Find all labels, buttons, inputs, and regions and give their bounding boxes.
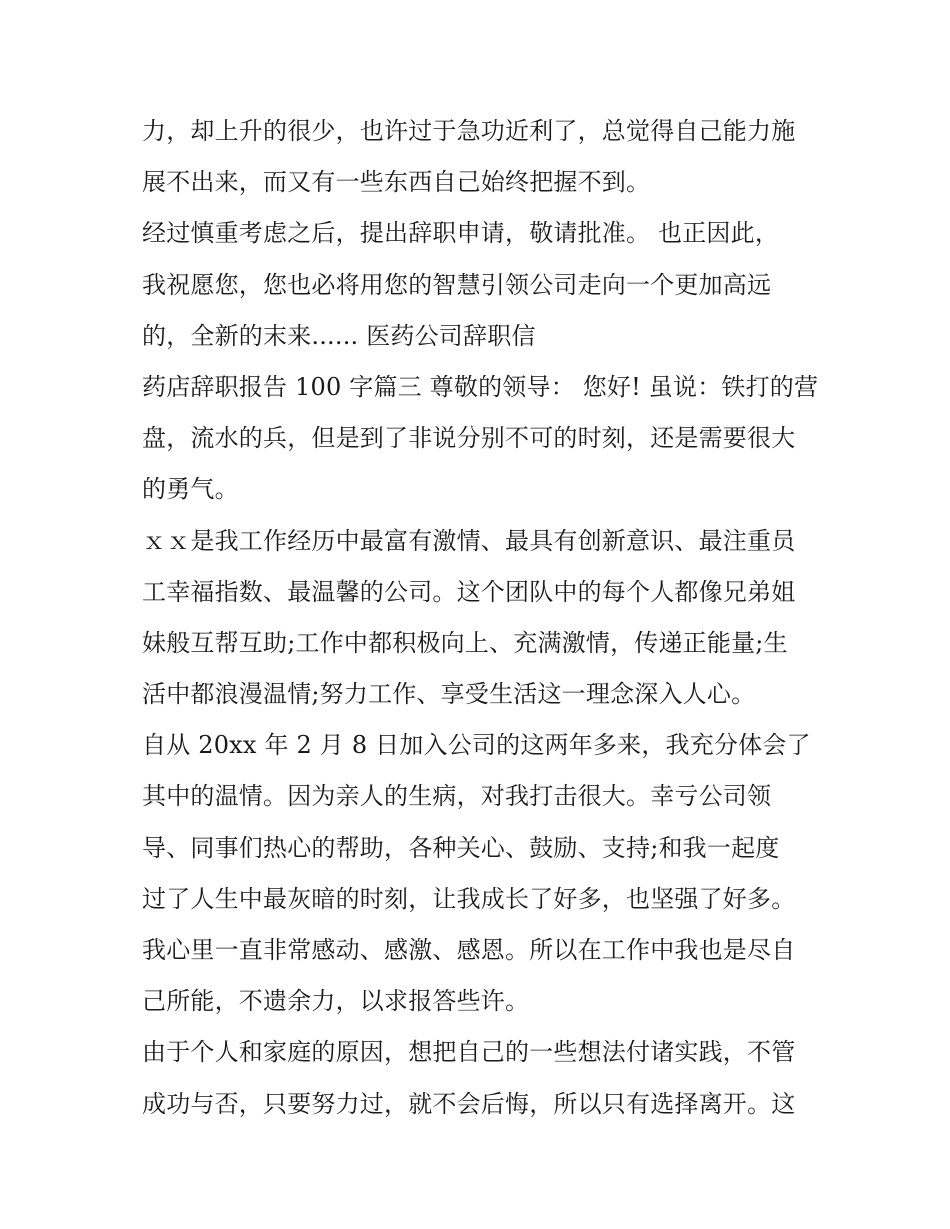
text-line: 展不出来，而又有一些东西自己始终把握不到。 — [142, 168, 651, 197]
text-line: 由于个人和家庭的原因，想把自己的一些想法付诸实践，不管 — [142, 1038, 796, 1067]
text-line: 其中的温情。因为亲人的生病，对我打击很大。幸亏公司领 — [142, 782, 772, 811]
text-line: 盘，流水的兵，但是到了非说分别不可的时刻，还是需要很大 — [142, 424, 796, 453]
text-line: 我祝愿您，您也必将用您的智慧引领公司走向一个更加高远 — [142, 270, 772, 299]
text-line: ｘｘ是我工作经历中最富有激情、最具有创新意识、最注重员 — [142, 526, 796, 555]
text-line: 导、同事们热心的帮助，各种关心、鼓励、支持;和我一起度 — [142, 833, 780, 862]
text-line: 活中都浪漫温情;努力工作、享受生活这一理念深入人心。 — [142, 680, 756, 709]
text-line: 经过慎重考虑之后，提出辞职申请，敬请批准。 也正因此， — [142, 219, 780, 248]
text-line: 自从 20xx 年 2 月 8 日加入公司的这两年多来，我充分体会了 — [142, 731, 811, 760]
text-line: 力，却上升的很少，也许过于急功近利了，总觉得自己能力施 — [142, 117, 796, 145]
text-line: 成功与否，只要努力过，就不会后悔，所以只有选择离开。这 — [142, 1089, 796, 1118]
text-line: 己所能，不遗余力，以求报答些许。 — [142, 987, 530, 1016]
text-line: 药店辞职报告 100 字篇三 尊敬的领导： 您好! 虽说：铁打的营 — [142, 372, 819, 401]
text-line: 的，全新的末来...... 医药公司辞职信 — [142, 321, 536, 350]
text-line: 过了人生中最灰暗的时刻，让我成长了好多，也坚强了好多。 — [142, 884, 796, 913]
document-body — [142, 106, 822, 1130]
text-line: 工幸福指数、最温馨的公司。这个团队中的每个人都像兄弟姐 — [142, 577, 796, 606]
text-line: 的勇气。 — [142, 475, 239, 504]
text-line: 我心里一直非常感动、感激、感恩。所以在工作中我也是尽自 — [142, 936, 796, 964]
text-line: 妹般互帮互助;工作中都积极向上、充满激情，传递正能量;生 — [142, 628, 788, 657]
